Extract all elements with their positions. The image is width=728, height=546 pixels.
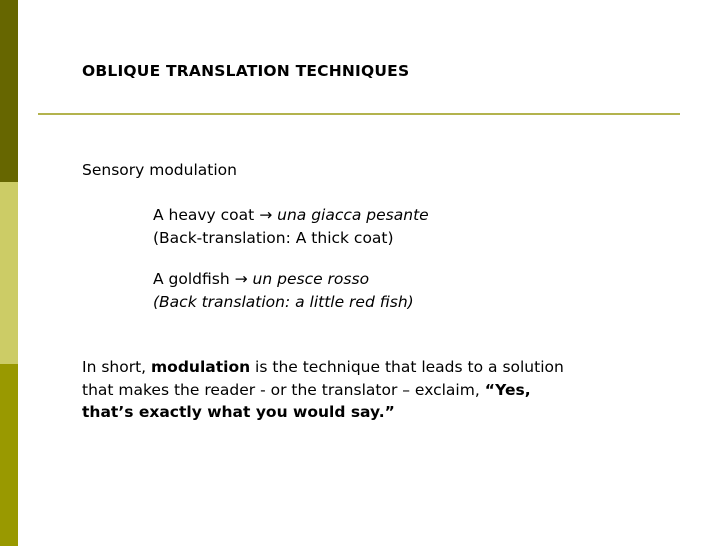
sidebar-stripe-top (0, 0, 18, 182)
arrow-icon: → (259, 206, 273, 224)
example-1-source: A heavy coat (153, 206, 255, 224)
summary-quote-end: that’s exactly what you would say.” (82, 403, 395, 421)
example-2-target: un pesce rosso (252, 270, 370, 288)
slide-title: OBLIQUE TRANSLATION TECHNIQUES (82, 62, 410, 80)
summary-lead: In short, (82, 358, 152, 376)
summary-line-2-text: that makes the reader - or the translator – exclaim, (82, 380, 485, 399)
example-1-line (153, 204, 429, 226)
sidebar-stripe-middle (0, 182, 18, 364)
example-1-back-translation: (Back-translation: A thick coat) (153, 229, 394, 247)
summary-term: modulation (151, 358, 251, 376)
sidebar-stripe-bottom (0, 364, 18, 546)
example-1-target: una giacca pesante (277, 206, 429, 224)
summary-rest: is the technique that leads to a solution (250, 358, 564, 376)
summary-line-1 (82, 356, 564, 379)
summary-paragraph (82, 356, 564, 424)
arrow-icon: → (234, 270, 248, 288)
title-divider (38, 113, 680, 115)
example-2-line (153, 268, 369, 290)
section-heading: Sensory modulation (82, 161, 237, 179)
example-2-source: A goldfish (153, 270, 230, 288)
summary-quote-start: “Yes, (484, 380, 531, 399)
example-2-back-translation: (Back translation: a little red fish) (153, 293, 414, 311)
summary-line-2 (82, 379, 564, 402)
